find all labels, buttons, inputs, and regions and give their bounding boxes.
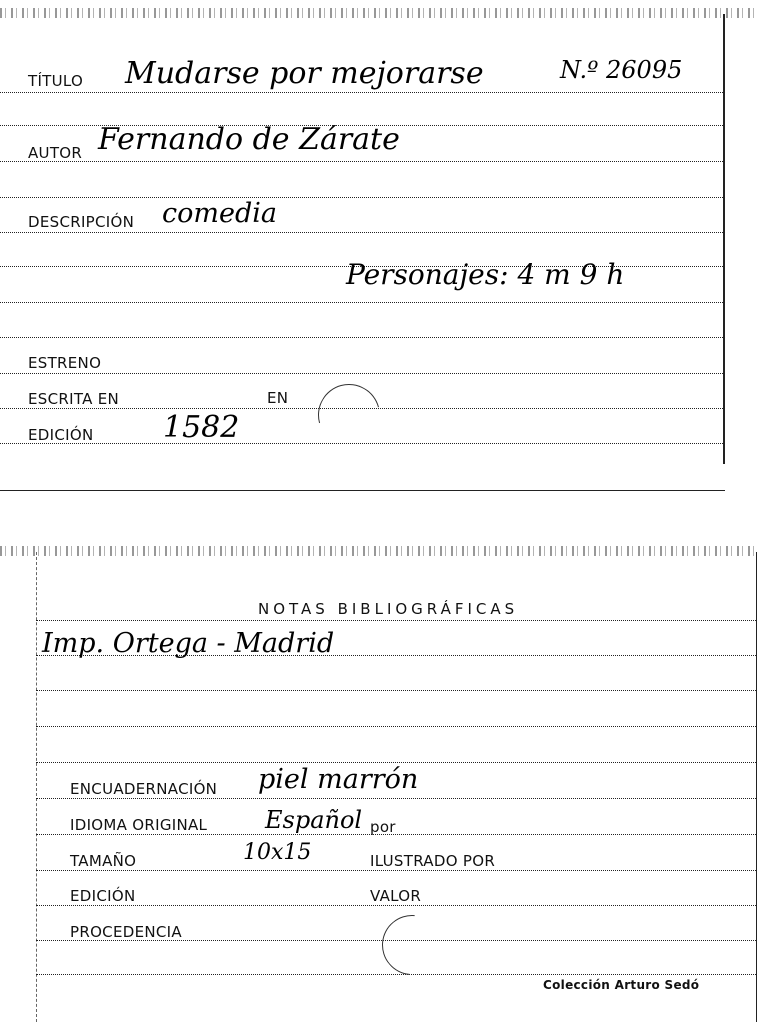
rule-line [36, 834, 756, 835]
rule-line [36, 620, 756, 621]
rule-line [0, 161, 723, 162]
rule-line [36, 974, 756, 975]
encuadernacion-label: ENCUADERNACIÓN [70, 780, 218, 798]
card-right-border [723, 14, 725, 464]
idioma-label: IDIOMA ORIGINAL [70, 816, 208, 834]
idioma-value: Español [265, 806, 363, 834]
rule-line [0, 197, 723, 198]
rule-line [36, 870, 756, 871]
titulo-label: TÍTULO [28, 72, 84, 90]
encuadernacion-value: piel marrón [258, 764, 419, 795]
edicion-value: 1582 [163, 410, 240, 445]
tamano-value: 10x15 [243, 840, 312, 865]
rule-line [0, 232, 723, 233]
autor-value: Fernando de Zárate [98, 122, 400, 157]
coleccion-text: Colección Arturo Sedó [543, 978, 700, 992]
estreno-label: ESTRENO [28, 354, 102, 372]
valor-label: VALOR [370, 887, 422, 905]
descripcion-label: DESCRIPCIÓN [28, 213, 135, 231]
rule-line [36, 690, 756, 691]
rule-line [36, 798, 756, 799]
rule-line [36, 762, 756, 763]
stamp-mark [307, 373, 392, 458]
note-value: Imp. Ortega - Madrid [42, 628, 335, 659]
procedencia-label: PROCEDENCIA [70, 923, 182, 941]
card-right-border [756, 552, 757, 1022]
card-bottom-line [0, 490, 725, 491]
card-left-border [36, 552, 38, 1022]
rule-line [0, 302, 723, 303]
por-label: por [370, 818, 396, 836]
autor-label: AUTOR [28, 144, 83, 162]
edicion-label: EDICIÓN [28, 426, 94, 444]
escrita-label: ESCRITA EN [28, 390, 120, 408]
rule-line [36, 905, 756, 906]
rule-line [0, 92, 723, 93]
number-value: N.º 26095 [560, 56, 683, 84]
personajes-value: Personajes: 4 m 9 h [346, 258, 625, 291]
rule-line [36, 726, 756, 727]
titulo-value: Mudarse por mejorarse [125, 56, 484, 91]
top-edge-speckle [0, 546, 759, 556]
ilustrado-label: ILUSTRADO POR [370, 852, 496, 870]
rule-line [0, 337, 723, 338]
en-label: EN [267, 389, 289, 407]
rule-line [0, 373, 723, 374]
tamano-label: TAMAÑO [70, 852, 137, 870]
descripcion-value: comedia [162, 198, 277, 229]
notas-heading: NOTAS BIBLIOGRÁFICAS [258, 600, 519, 618]
top-edge-speckle [0, 8, 759, 18]
edicion2-label: EDICIÓN [70, 887, 136, 905]
